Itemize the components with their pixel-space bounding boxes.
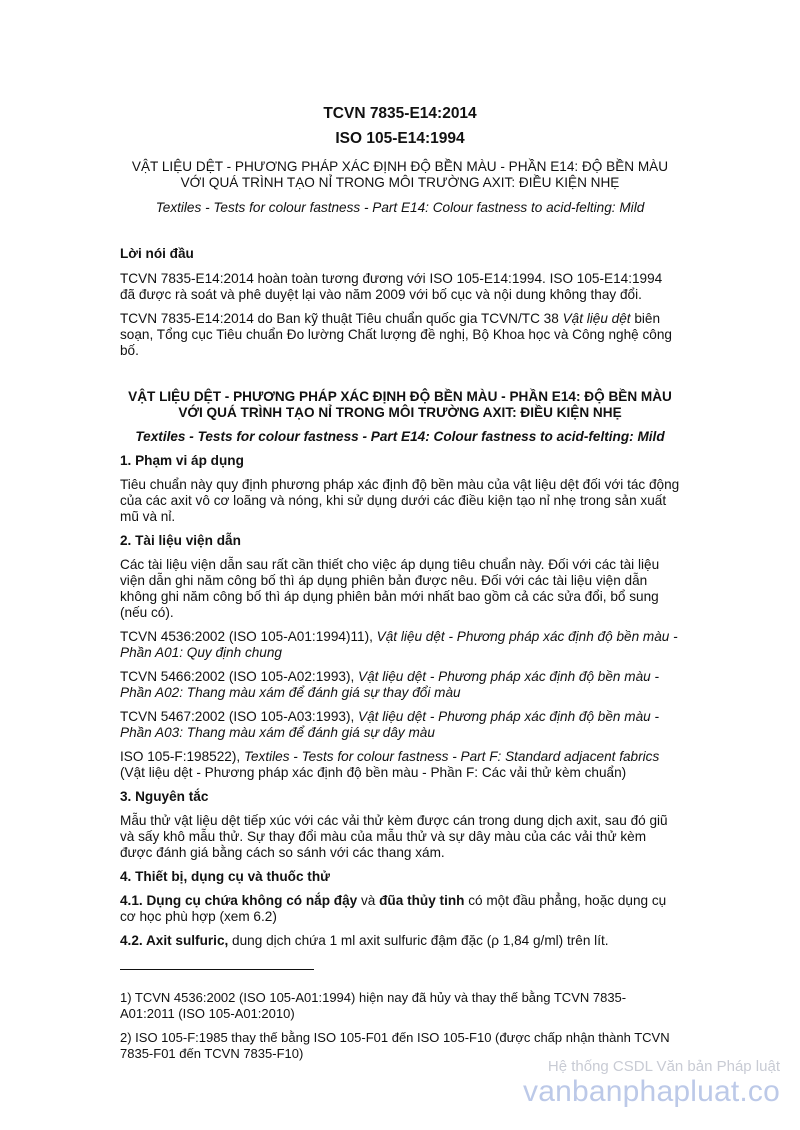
item-4-1 xyxy=(120,893,680,925)
reference-item xyxy=(120,669,680,701)
foreword-heading: Lời nói đầu xyxy=(120,246,194,261)
item-4-1-bold-2: đũa thủy tinh xyxy=(379,893,465,908)
body-title-vn: VẬT LIỆU DỆT - PHƯƠNG PHÁP XÁC ĐỊNH ĐỘ BỀN MÀU - PHẦN E14: ĐỘ BỀN MÀU VỚI QUÁ TRÌNH TẠO NỈ TRONG MÔI TRƯỜNG AXIT: ĐIỀU KIỆN NHẸ xyxy=(128,389,672,420)
reference-note: (Vật liệu dệt - Phương pháp xác định độ bền màu - Phần F: Các vải thử kèm chuẩn) xyxy=(120,765,627,780)
reference-title: Vật liệu dệt - Phương pháp xác định độ bền màu - Phần A02: Thang màu xám để đánh giá sự thay đổi màu xyxy=(120,669,660,700)
standard-code: TCVN 7835-E14:2014 xyxy=(323,105,477,122)
document-title-en: Textiles - Tests for colour fastness - Part E14: Colour fastness to acid-felting: Mild xyxy=(155,200,645,215)
footnote-divider xyxy=(120,969,314,970)
footnote-2: 2) ISO 105-F:1985 thay thế bằng ISO 105-F01 đến ISO 105-F10 (được chấp nhận thành TCVN 7835-F01 đến TCVN 7835-F10) xyxy=(120,1030,670,1061)
section-3-text: Mẫu thử vật liệu dệt tiếp xúc với các vải thử kèm được cán trong dung dịch axit, sau đó giũ và sấy khô mẫu thử. Sự thay đổi màu của mẫu thử và sự dây màu của các vải thử kèm được đánh giá bằng cách so sánh với các thang xám. xyxy=(120,813,668,860)
foreword-p2-italic: Vật liệu dệt xyxy=(562,311,631,326)
reference-code: ISO 105-F:198522), xyxy=(120,749,244,764)
reference-title: Vật liệu dệt - Phương pháp xác định độ bền màu - Phần A01: Quy định chung xyxy=(120,629,678,660)
foreword-paragraph-2 xyxy=(120,311,680,359)
section-2-text: Các tài liệu viện dẫn sau rất cần thiết cho việc áp dụng tiêu chuẩn này. Đối với các tài liệu viện dẫn ghi năm công bố thì áp dụng phiên bản được nêu. Đối với các tài liệu viện dẫn không ghi năm công bố thì áp dụng phiên bản mới nhất bao gồm cả các sửa đổi, bổ sung (nếu có). xyxy=(120,557,660,620)
watermark-line-1: Hệ thống CSDL Văn bản Pháp luật xyxy=(547,1058,780,1075)
section-1-heading: 1. Phạm vi áp dụng xyxy=(120,453,244,468)
item-4-2 xyxy=(120,933,680,949)
reference-code: TCVN 5467:2002 (ISO 105-A03:1993), xyxy=(120,709,359,724)
footnote-1: 1) TCVN 4536:2002 (ISO 105-A01:1994) hiện nay đã hủy và thay thế bằng TCVN 7835-A01:2011 (ISO 105-A01:2010) xyxy=(120,990,627,1021)
foreword-p2-text: TCVN 7835-E14:2014 do Ban kỹ thuật Tiêu chuẩn quốc gia TCVN/TC 38 xyxy=(120,311,563,326)
section-2-heading: 2. Tài liệu viện dẫn xyxy=(120,533,241,548)
section-3-heading: 3. Nguyên tắc xyxy=(120,789,209,804)
body-title-en: Textiles - Tests for colour fastness - Part E14: Colour fastness to acid-felting: Mild xyxy=(135,429,665,444)
watermark-line-2: vanbanphapluat.co xyxy=(523,1075,780,1108)
iso-code: ISO 105-E14:1994 xyxy=(335,130,465,147)
item-4-1-bold: 4.1. Dụng cụ chứa không có nắp đậy xyxy=(120,893,358,908)
section-1-text: Tiêu chuẩn này quy định phương pháp xác định độ bền màu của vật liệu dệt đối với tác động của các axit vô cơ loãng và nóng, khi sử dụng dưới các điều kiện tạo nỉ nhẹ trong sản xuất mũ và nỉ. xyxy=(120,477,680,524)
foreword-p2-tail: biên soạn, Tổng cục Tiêu chuẩn Đo lường Chất lượng đề nghị, Bộ Khoa học và Công nghệ công bố. xyxy=(120,311,672,358)
watermark xyxy=(523,1058,780,1109)
foreword-paragraph-1: TCVN 7835-E14:2014 hoàn toàn tương đương với ISO 105-E14:1994. ISO 105-E14:1994 đã được rà soát và phê duyệt lại vào năm 2009 với bố cục và nội dung không thay đổi. xyxy=(120,271,663,302)
item-4-2-bold: 4.2. Axit sulfuric, xyxy=(120,933,229,948)
section-4-heading: 4. Thiết bị, dụng cụ và thuốc thử xyxy=(120,869,330,884)
reference-code: TCVN 5466:2002 (ISO 105-A02:1993), xyxy=(120,669,359,684)
reference-title: Vật liệu dệt - Phương pháp xác định độ bền màu - Phần A03: Thang màu xám để đánh giá sự dây màu xyxy=(120,709,660,740)
reference-item xyxy=(120,709,680,741)
reference-item xyxy=(120,629,680,661)
document-title-vn: VẬT LIỆU DỆT - PHƯƠNG PHÁP XÁC ĐỊNH ĐỘ BỀN MÀU - PHẦN E14: ĐỘ BỀN MÀU VỚI QUÁ TRÌNH TẠO NỈ TRONG MÔI TRƯỜNG AXIT: ĐIỀU KIỆN NHẸ xyxy=(131,159,669,190)
item-4-2-text: dung dịch chứa 1 ml axit sulfuric đậm đặc (ρ 1,84 g/ml) trên lít. xyxy=(228,933,609,948)
reference-code: TCVN 4536:2002 (ISO 105-A01:1994)11), xyxy=(120,629,377,644)
item-4-1-and: và xyxy=(357,893,380,908)
footnotes xyxy=(120,990,680,1062)
reference-item xyxy=(120,749,680,781)
reference-title: Textiles - Tests for colour fastness - Part F: Standard adjacent fabrics xyxy=(243,749,660,764)
item-4-1-text: có một đầu phẳng, hoặc dụng cụ cơ học phù hợp (xem 6.2) xyxy=(120,893,667,924)
document-page xyxy=(120,106,680,1070)
